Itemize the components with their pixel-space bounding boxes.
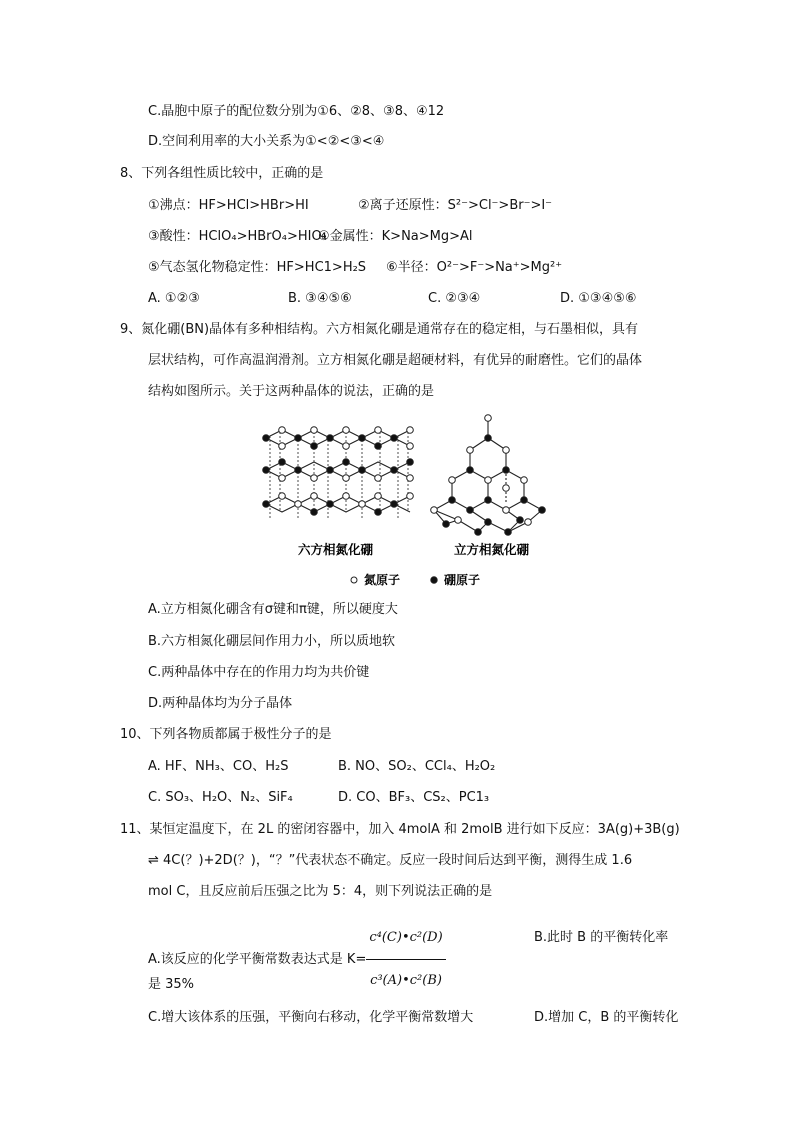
boron-legend-label: 硼原子 bbox=[444, 573, 481, 587]
q11-option-a-prefix: A.该反应的化学平衡常数表达式是 K= bbox=[148, 952, 367, 967]
q9-option-d: D.两种晶体均为分子晶体 bbox=[148, 696, 293, 711]
hexagonal-bn-lattice bbox=[266, 430, 410, 518]
q8-option-d: D. ①③④⑤⑥ bbox=[560, 291, 637, 306]
q10-option-b: B. NO、SO₂、CCl₄、H₂O₂ bbox=[338, 759, 496, 774]
q8-option-c: C. ②③④ bbox=[428, 291, 481, 306]
q10-option-a: A. HF、NH₃、CO、H₂S bbox=[148, 759, 289, 774]
q8-stem: 8、下列各组性质比较中，正确的是 bbox=[120, 166, 324, 181]
q9-stem-line-2: 层状结构，可作高温润滑剂。立方相氮化硼是超硬材料，有优异的耐磨性。它们的晶体 bbox=[148, 353, 643, 368]
q8-item-1: ①沸点：HF>HCl>HBr>HI bbox=[148, 198, 309, 213]
q9-option-b: B.六方相氮化硼层间作用力小，所以质地软 bbox=[148, 634, 396, 649]
q7-option-d: D.空间利用率的大小关系为①<②<③<④ bbox=[148, 134, 385, 149]
fraction-numerator: c⁴(C)•c²(D) bbox=[366, 918, 445, 960]
q8-item-2: ②离子还原性：S²⁻>Cl⁻>Br⁻>I⁻ bbox=[358, 198, 553, 213]
q8-item-6: ⑥半径：O²⁻>F⁻>Na⁺>Mg²⁺ bbox=[386, 260, 563, 275]
q11-stem-line-2: ⇌ 4C(？)+2D(？)，“？”代表状态不确定。反应一段时间后达到平衡，测得生成 1.6 bbox=[148, 853, 633, 868]
q8-option-b: B. ③④⑤⑥ bbox=[288, 291, 352, 306]
q11-option-c: C.增大该体系的压强，平衡向右移动，化学平衡常数增大 bbox=[148, 1010, 474, 1025]
hexagonal-caption: 六方相氮化硼 bbox=[298, 542, 374, 557]
q9-stem-line-3: 结构如图所示。关于这两种晶体的说法，正确的是 bbox=[148, 384, 435, 399]
q10-option-c: C. SO₃、H₂O、N₂、SiF₄ bbox=[148, 790, 293, 805]
q9-option-c: C.两种晶体中存在的作用力均为共价键 bbox=[148, 665, 370, 680]
q8-option-a: A. ①②③ bbox=[148, 291, 200, 306]
boron-legend-marker bbox=[431, 577, 437, 583]
q7-option-c: C.晶胞中原子的配位数分别为①6、②8、③8、④12 bbox=[148, 104, 445, 119]
q11-option-b-line-1: B.此时 B 的平衡转化率 bbox=[534, 930, 669, 945]
q11-option-b-line-2: 是 35% bbox=[148, 977, 195, 992]
nitrogen-legend-marker bbox=[351, 577, 357, 583]
cubic-caption: 立方相氮化硼 bbox=[454, 542, 530, 557]
nitrogen-legend-label: 氮原子 bbox=[364, 573, 401, 587]
bn-crystal-structure-figure bbox=[258, 408, 558, 602]
q8-item-5: ⑤气态氢化物稳定性：HF>HC1>H₂S bbox=[148, 260, 367, 275]
q11-stem-line-3: mol C，且反应前后压强之比为 5：4，则下列说法正确的是 bbox=[148, 884, 493, 899]
q10-option-d: D. CO、BF₃、CS₂、PC1₃ bbox=[338, 790, 490, 805]
q8-item-3: ③酸性：HClO₄>HBrO₄>HIO₄ bbox=[148, 229, 327, 244]
q9-stem-line-1: 9、氮化硼(BN)晶体有多种相结构。六方相氮化硼是通常存在的稳定相，与石墨相似，具有 bbox=[120, 322, 639, 337]
q10-stem: 10、下列各物质都属于极性分子的是 bbox=[120, 727, 332, 742]
q9-option-a: A.立方相氮化硼含有σ键和π键，所以硬度大 bbox=[148, 602, 398, 617]
q11-option-d: D.增加 C，B 的平衡转化 bbox=[534, 1010, 679, 1025]
q8-item-4: ④金属性：K>Na>Mg>Al bbox=[318, 229, 473, 244]
fraction-denominator: c³(A)•c²(B) bbox=[370, 973, 442, 988]
q11-stem-line-1: 11、某恒定温度下，在 2L 的密闭容器中，加入 4molA 和 2molB 进行如下反应：3A(g)+3B(g) bbox=[120, 822, 680, 837]
bn-structures-drawing bbox=[258, 408, 558, 598]
equilibrium-constant-fraction bbox=[366, 918, 445, 1001]
